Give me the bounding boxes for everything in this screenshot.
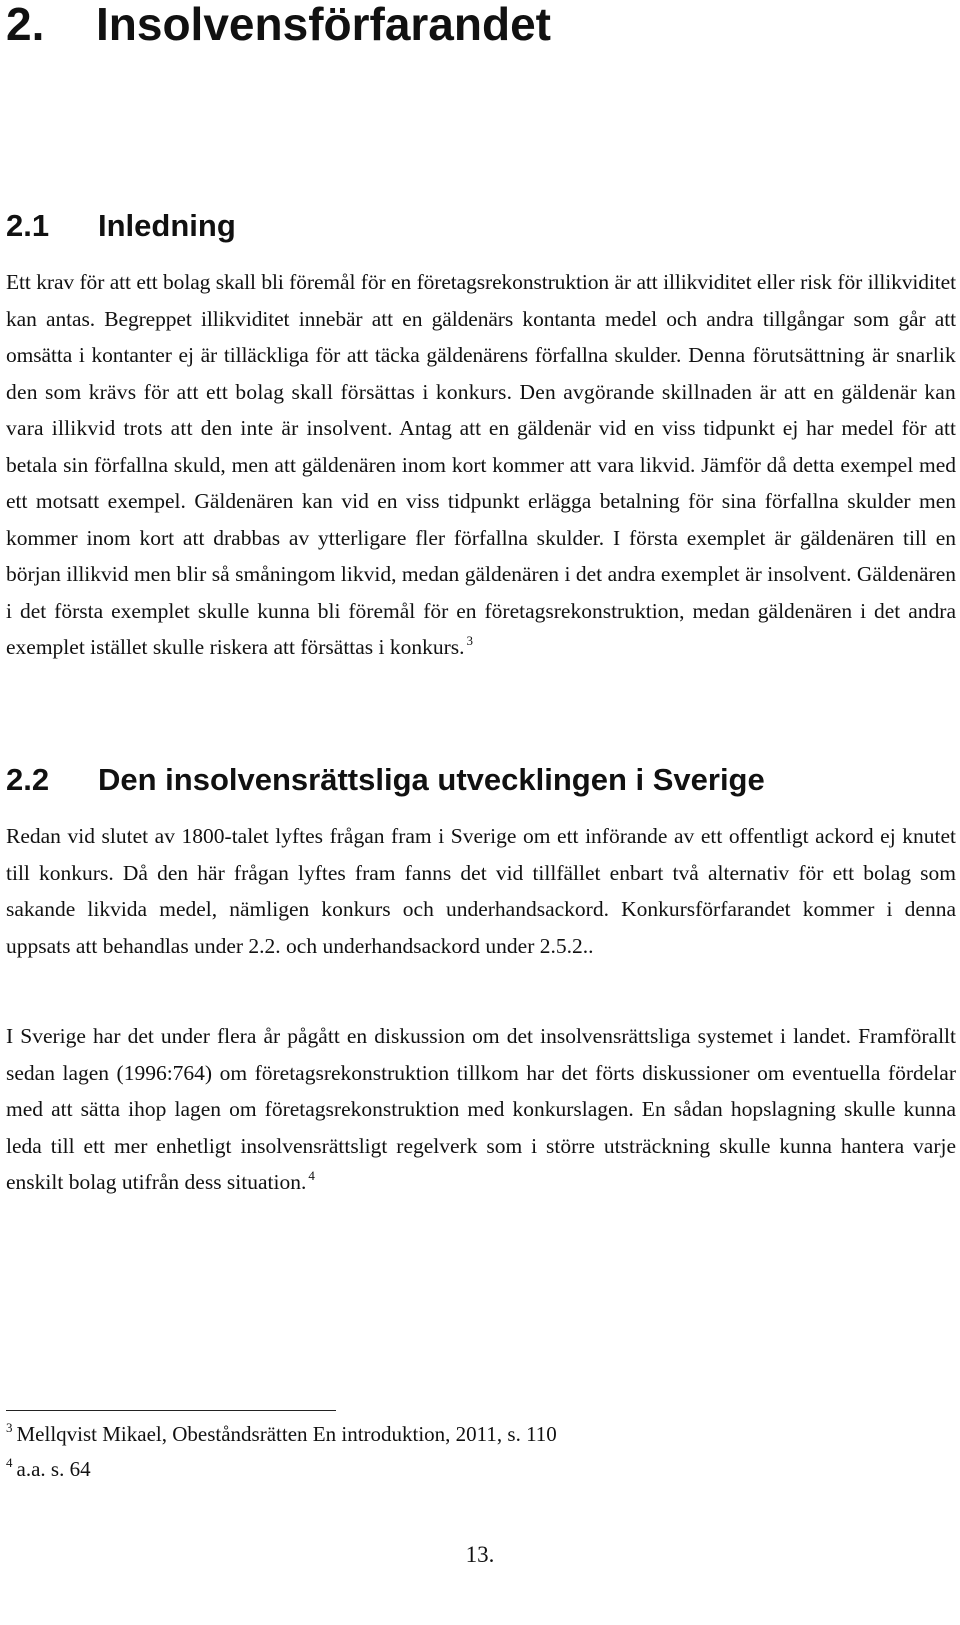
- chapter-heading: [6, 0, 551, 52]
- footnote-3: [6, 1420, 557, 1448]
- footnote-text: a.a. s. 64: [16, 1457, 91, 1481]
- page-number: 13.: [465, 1542, 495, 1567]
- footnote-ref: 4: [308, 1168, 315, 1183]
- paragraph-text: Antag att en gäldenär vid en viss tidpunkt ej har medel för att betala sin förfallna skuld, men att gäldenären inom kort kommer att vara likvid. Jämför då detta exempel med ett motsatt exempel. Gäldenären kan vid en viss tidpunkt erlägga betalning för sina förfallna skulder men kommer inom kort att drabbas av ytterligare fler förfallna skulder. I första exemplet är gäldenären till en början illikvid men blir så småningom likvid, medan gäldenären i det andra exemplet är insolvent. Gäldenären i det första exemplet skulle kunna bli föremål för en företagsrekonstruktion, medan gäldenären i det andra exemplet istället skulle riskera att försättas i konkurs.: [6, 416, 956, 659]
- chapter-number: 2.: [6, 0, 45, 50]
- section-heading-2-1: [6, 206, 236, 246]
- paragraph-text: Redan vid slutet av 1800-talet lyftes frågan fram i Sverige om ett införande av ett offentligt ackord ej knutet till konkurs. Då den här frågan lyftes fram fanns det vid tillfället enbart två alternativ för ett bolag som sakande likvida medel, nämligen konkurs och underhandsackord. Konkursförfarandet kommer i denna uppsats att behandlas under 2.2. och underhandsackord under 2.5.2..: [6, 824, 956, 958]
- paragraph-text: Denna förutsättning är snarlik den som krävs för att ett bolag skall försättas i konkurs. Den avgörande skillnaden är att en gäldenär kan vara illikvid trots att den inte är insolvent.: [6, 343, 956, 440]
- paragraph-text: Ett krav för att ett bolag skall bli föremål för en företagsrekonstruktion är att illikviditet eller risk för illikviditet kan antas. Begreppet illikviditet innebär att en gäldenärs kontanta medel och andra tillgångar som går att omsätta i kontanter ej är tilläckliga för att täcka gäldenärens förfallna skulder.: [6, 270, 956, 367]
- section-heading-2-2: [6, 760, 765, 800]
- footnote-text: Mellqvist Mikael, Obeståndsrätten En introduktion, 2011, s. 110: [16, 1422, 557, 1446]
- paragraph-inledning: [6, 264, 956, 666]
- footnote-4: [6, 1455, 91, 1483]
- footnote-ref: 3: [466, 633, 474, 648]
- section-number: 2.1: [6, 208, 50, 243]
- chapter-title: Insolvensförfarandet: [96, 0, 551, 50]
- paragraph-discussion: [6, 1018, 956, 1201]
- footnote-separator: [6, 1410, 336, 1411]
- footnote-number: 3: [6, 1420, 13, 1435]
- section-title: Den insolvensrättsliga utvecklingen i Sverige: [98, 762, 765, 797]
- paragraph-text: I Sverige har det under flera år pågått en diskussion om det insolvensrättsliga systemet i landet. Framförallt sedan lagen (1996:764) om företagsrekonstruktion tillkom har det förts diskussioner om eventuella fördelar med att sätta ihop lagen om företagsrekonstruktion med konkurslagen. En sådan hopslagning skulle kunna leda till ett mer enhetligt insolvensrättsligt regelverk som i större utsträckning skulle kunna hantera varje enskilt bolag utifrån dess situation.: [6, 1024, 956, 1194]
- section-number: 2.2: [6, 762, 50, 797]
- paragraph-history: [6, 818, 956, 964]
- footnote-number: 4: [6, 1455, 13, 1470]
- section-title: Inledning: [98, 208, 236, 243]
